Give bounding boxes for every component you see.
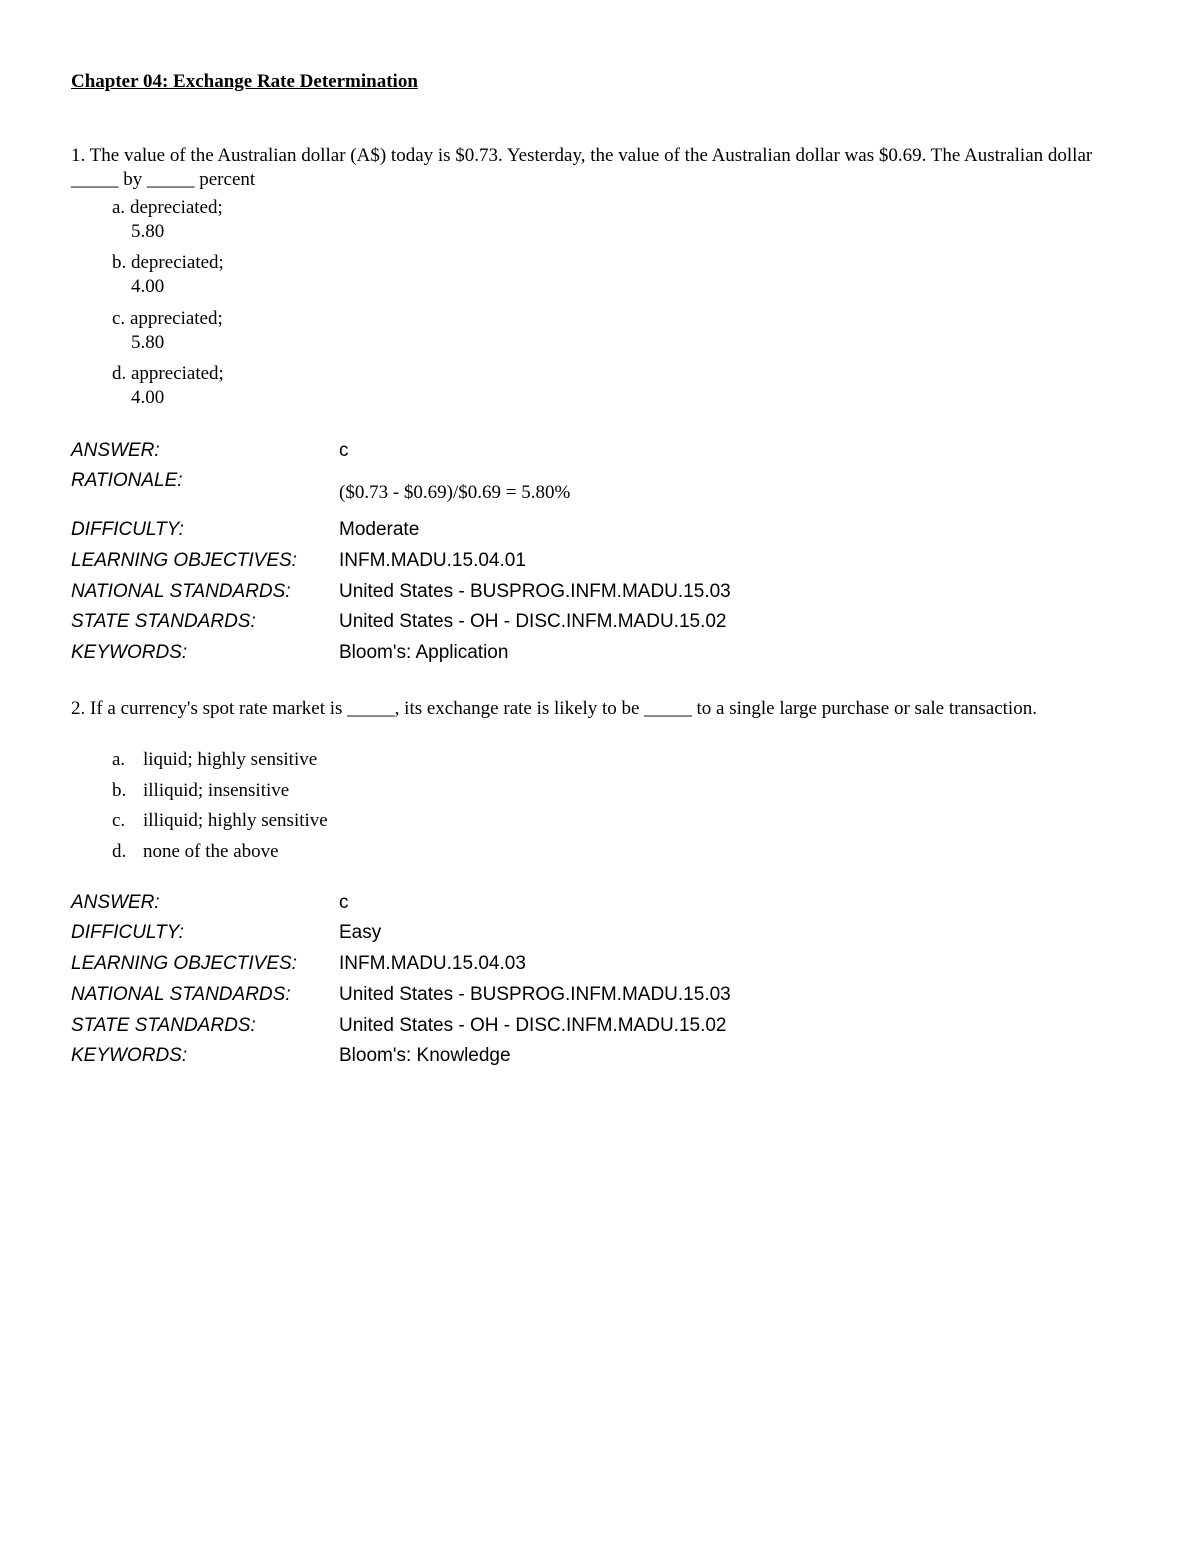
choice-text: appreciated;: [131, 363, 224, 384]
answer-value: c: [339, 892, 349, 913]
choice-letter: c.: [112, 308, 126, 329]
learning-objectives-label: LEARNING OBJECTIVES:: [71, 953, 297, 974]
keywords-value: Bloom's: Knowledge: [339, 1045, 511, 1066]
choice-text: illiquid; highly sensitive: [143, 810, 328, 831]
choice-text: liquid; highly sensitive: [143, 749, 318, 770]
choice-value: 5.80: [131, 221, 165, 242]
choice-text: depreciated;: [131, 252, 224, 273]
choice-letter: a.: [112, 749, 126, 770]
choice-value: 4.00: [131, 387, 165, 408]
choice-text: none of the above: [143, 841, 279, 862]
choice-letter: b.: [112, 252, 127, 273]
state-standards-value: United States - OH - DISC.INFM.MADU.15.02: [339, 1015, 727, 1036]
state-standards-value: United States - OH - DISC.INFM.MADU.15.02: [339, 611, 727, 632]
question-2-stem: 2. If a currency's spot rate market is _____, its exchange rate is likely to be _____ to a single large purchase or sale transaction.: [71, 698, 1037, 719]
question-2-choice-d: [112, 840, 279, 864]
choice-value: 4.00: [131, 276, 165, 297]
learning-objectives-label: LEARNING OBJECTIVES:: [71, 550, 297, 571]
question-1-stem: 1. The value of the Australian dollar (A$) today is $0.73. Yesterday, the value of the Australian dollar was $0.69. The Australian dollar _____ by _____ percent: [71, 145, 1093, 190]
choice-text: appreciated;: [129, 308, 223, 329]
question-1-choice-c: [112, 307, 223, 355]
question-1-choice-a: [112, 196, 223, 244]
choice-text: illiquid; insensitive: [143, 780, 290, 801]
choice-value: 5.80: [131, 332, 165, 353]
question-2-choice-b: [112, 779, 289, 803]
choice-letter: d.: [112, 841, 127, 862]
choice-letter: c.: [112, 810, 126, 831]
question-1-choice-b: [112, 251, 224, 299]
national-standards-value: United States - BUSPROG.INFM.MADU.15.03: [339, 984, 731, 1005]
choice-letter: b.: [112, 780, 127, 801]
rationale-value: ($0.73 - $0.69)/$0.69 = 5.80%: [339, 482, 571, 503]
national-standards-label: NATIONAL STANDARDS:: [71, 984, 291, 1005]
learning-objectives-value: INFM.MADU.15.04.03: [339, 953, 526, 974]
choice-letter: a.: [112, 197, 126, 218]
national-standards-value: United States - BUSPROG.INFM.MADU.15.03: [339, 581, 731, 602]
difficulty-value: Moderate: [339, 519, 420, 540]
question-2-choice-a: [112, 748, 317, 772]
keywords-label: KEYWORDS:: [71, 1045, 188, 1066]
learning-objectives-value: INFM.MADU.15.04.01: [339, 550, 526, 571]
question-1-choice-d: [112, 362, 224, 410]
national-standards-label: NATIONAL STANDARDS:: [71, 581, 291, 602]
keywords-label: KEYWORDS:: [71, 642, 188, 663]
choice-text: depreciated;: [129, 197, 223, 218]
state-standards-label: STATE STANDARDS:: [71, 611, 256, 632]
difficulty-value: Easy: [339, 922, 382, 943]
state-standards-label: STATE STANDARDS:: [71, 1015, 256, 1036]
answer-value: c: [339, 440, 349, 461]
difficulty-label: DIFFICULTY:: [71, 519, 184, 540]
difficulty-label: DIFFICULTY:: [71, 922, 184, 943]
keywords-value: Bloom's: Application: [339, 642, 509, 663]
answer-label: ANSWER:: [71, 892, 160, 913]
choice-letter: d.: [112, 363, 127, 384]
chapter-title: Chapter 04: Exchange Rate Determination: [71, 71, 418, 92]
answer-label: ANSWER:: [71, 440, 160, 461]
question-2-choice-c: [112, 809, 328, 833]
rationale-label: RATIONALE:: [71, 470, 183, 491]
